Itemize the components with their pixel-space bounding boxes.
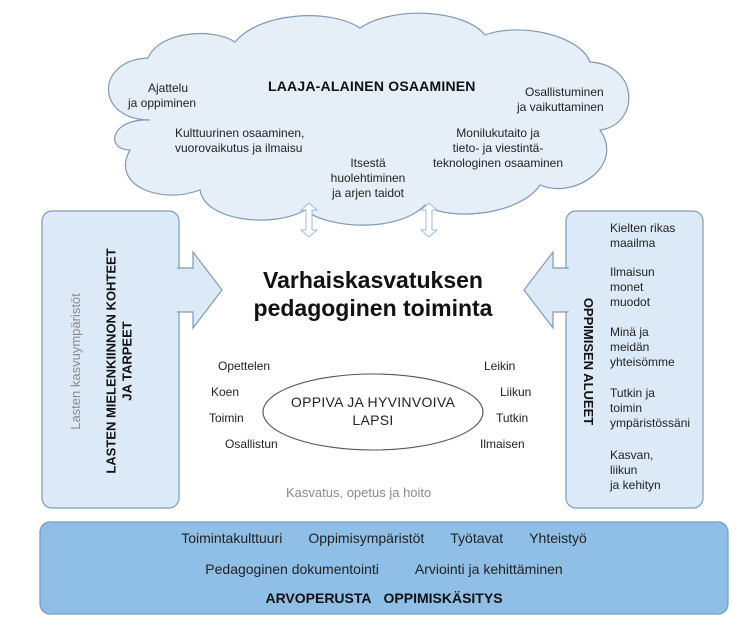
- bottom-item-arvoperusta: ARVOPERUSTA: [265, 590, 372, 606]
- bottom-item-dokumentointi: Pedagoginen dokumentointi: [205, 561, 379, 577]
- verb-tutkin: Tutkin: [496, 411, 529, 425]
- right-item-community: Minä ja meidän yhteisömme: [610, 325, 675, 369]
- left-panel-bold-text-wrap: [98, 216, 142, 506]
- cloud-item-thinking: Ajattelu ja oppiminen: [128, 81, 197, 110]
- bottom-row-2: [40, 561, 728, 577]
- bottom-row-3: [40, 590, 728, 606]
- cloud-connector-left-icon: [301, 203, 317, 237]
- bottom-item-tyotavat: Työtavat: [450, 530, 504, 546]
- verb-ilmaisen: Ilmaisen: [480, 437, 525, 451]
- verb-toimin: Toimin: [209, 411, 244, 425]
- right-panel-bold-text-wrap: [574, 216, 604, 506]
- right-item-languages: Kielten rikas maailma: [610, 221, 676, 250]
- cloud-title: LAAJA-ALAINEN OSAAMINEN: [268, 78, 476, 94]
- cloud-item-selfcare: Itsestä huolehtiminen ja arjen taidot: [330, 156, 406, 200]
- left-panel-bold-text: LASTEN MIELENKIINNON KOHTEET JA TARPEET: [104, 248, 135, 474]
- left-arrow-icon: [178, 252, 222, 328]
- right-item-growth: Kasvan, liikun ja kehityn: [610, 448, 661, 492]
- cloud-item-multiliteracy: Monilukutaito ja tieto- ja viestintä- teknologinen osaaminen: [432, 126, 564, 170]
- right-arrow-icon: [524, 252, 568, 328]
- main-title: Varhaiskasvatuksen pedagoginen toiminta: [253, 267, 493, 321]
- bottom-item-oppimisymparistot: Oppimisympäristöt: [308, 530, 425, 546]
- bottom-item-oppimiskasitys: OPPIMISKÄSITYS: [383, 590, 503, 606]
- verb-leikin: Leikin: [484, 359, 516, 373]
- bottom-item-toimintakulttuuri: Toimintakulttuuri: [181, 530, 283, 546]
- verb-osallistun: Osallistun: [225, 437, 278, 451]
- bottom-item-arviointi: Arviointi ja kehittäminen: [414, 561, 563, 577]
- center-label: OPPIVA JA HYVINVOIVA LAPSI: [290, 394, 456, 428]
- center-caption: Kasvatus, opetus ja hoito: [286, 485, 432, 500]
- verb-koen: Koen: [211, 385, 240, 399]
- cloud-connector-right-icon: [421, 203, 437, 237]
- left-panel-gray-text-wrap: [62, 216, 88, 506]
- verb-opettelen: Opettelen: [218, 359, 271, 373]
- left-panel-gray-text: Lasten kasvuympäristöt: [67, 292, 83, 430]
- right-panel-bold-text: OPPIMISEN ALUEET: [581, 297, 597, 425]
- cloud-item-culture: Kulttuurinen osaaminen, vuorovaikutus ja ilmaisu: [175, 126, 305, 155]
- bottom-item-yhteistyo: Yhteistyö: [529, 530, 587, 546]
- right-item-explore: Tutkin ja toimin ympäristössäni: [610, 386, 691, 430]
- verb-liikun: Liikun: [500, 385, 532, 399]
- bottom-row-1: [40, 530, 728, 546]
- right-item-expression: Ilmaisun monet muodot: [610, 265, 655, 309]
- cloud-item-participation: Osallistuminen ja vaikuttaminen: [517, 85, 604, 114]
